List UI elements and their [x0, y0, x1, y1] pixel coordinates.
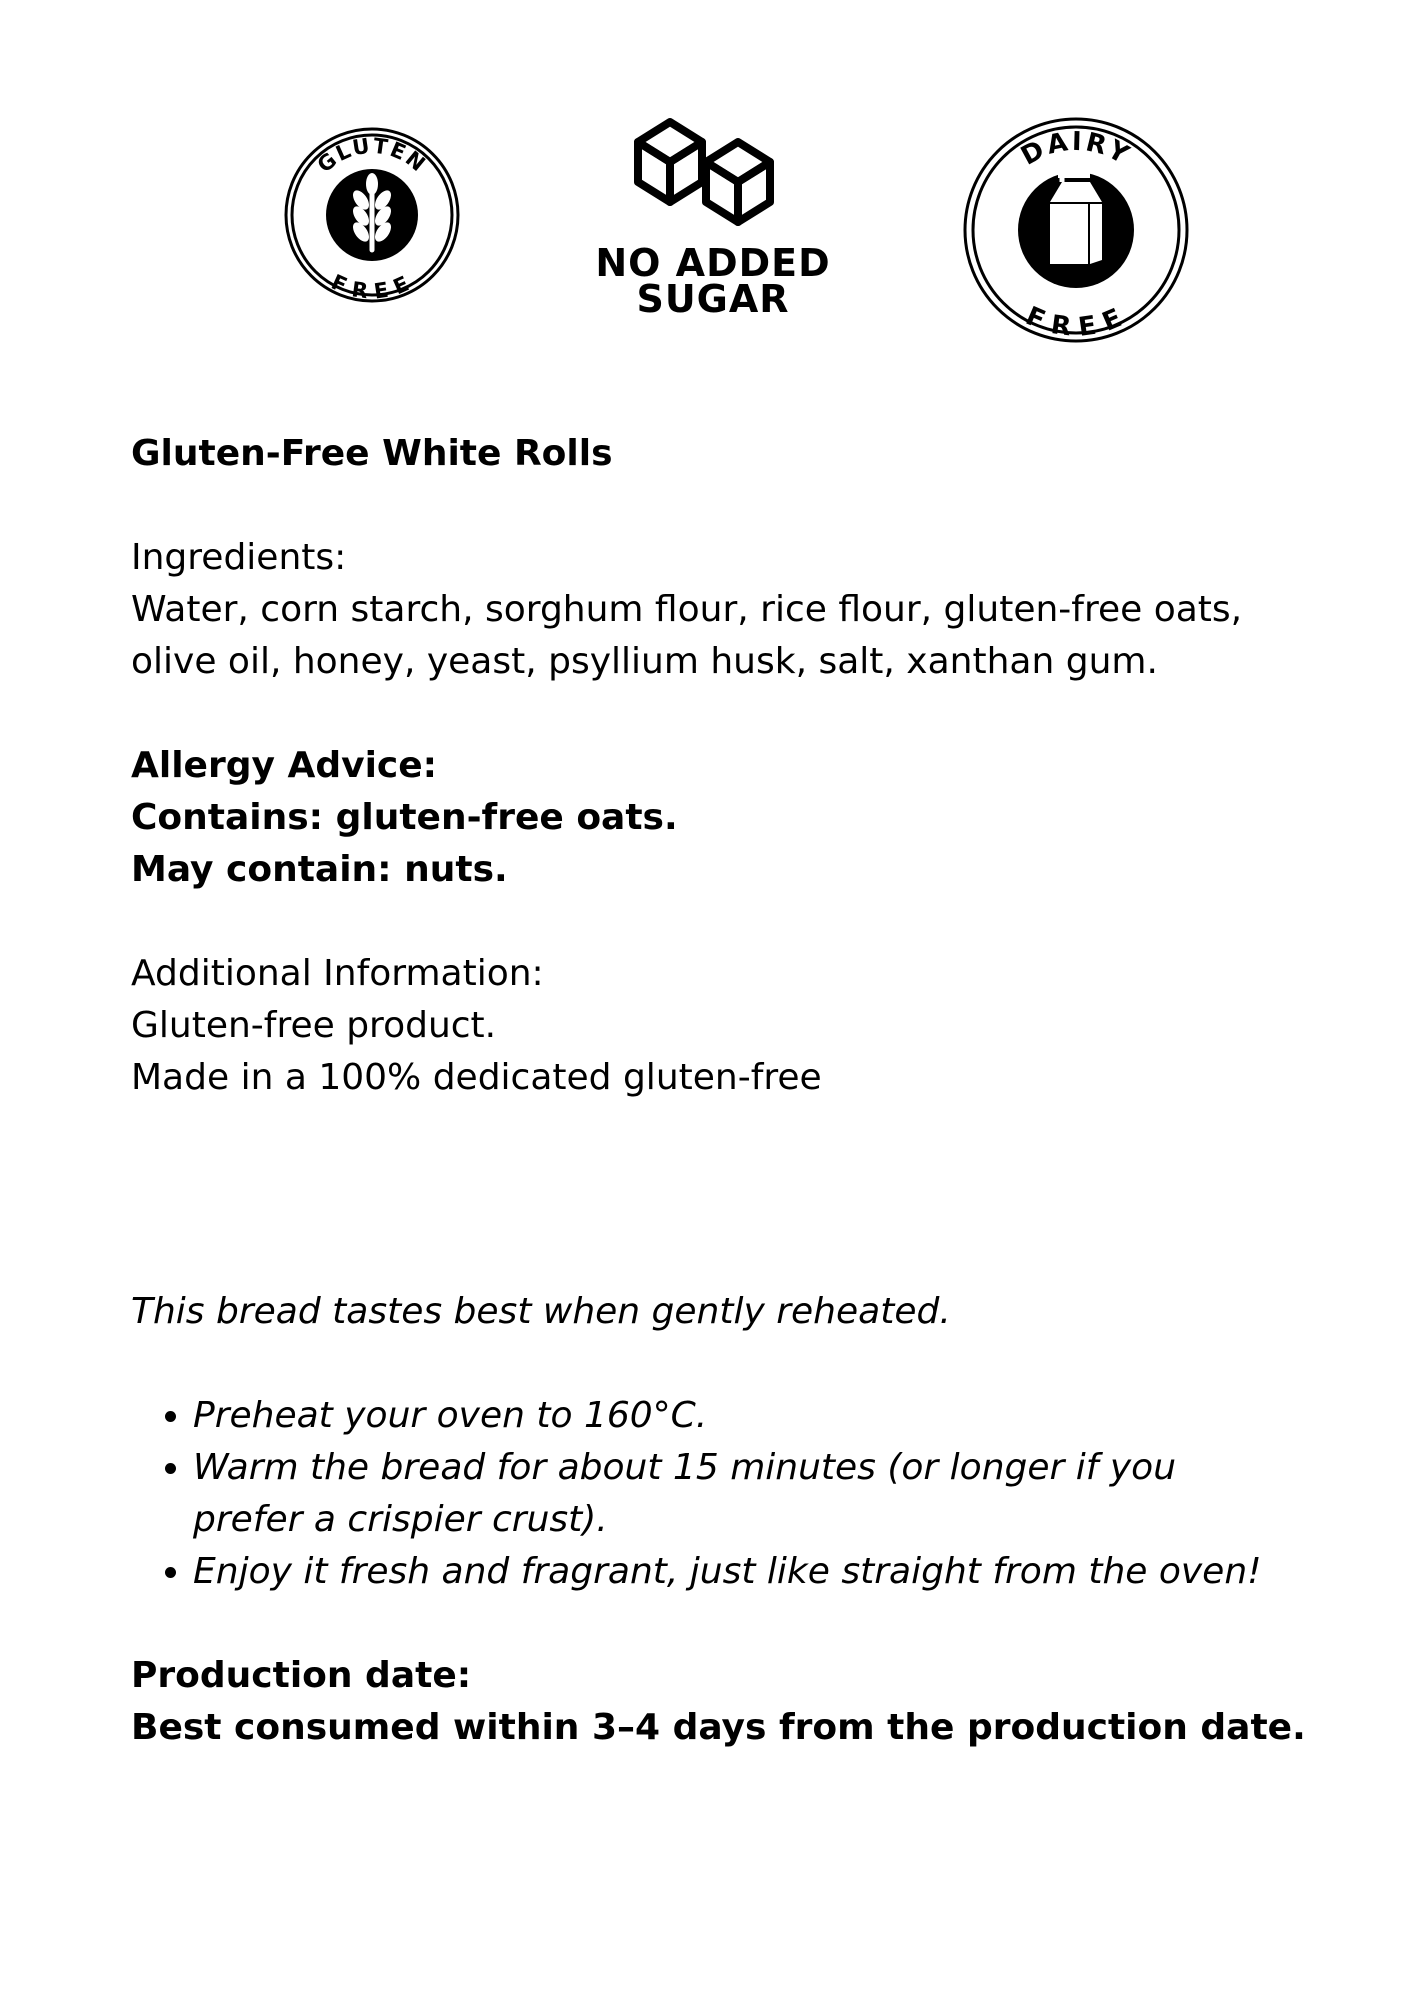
allergy-heading: Allergy Advice:: [131, 745, 438, 786]
production-note: Best consumed within 3–4 days from the production date.: [131, 1707, 1306, 1748]
additional-heading: Additional Information:: [131, 953, 544, 994]
allergy-may-contain: May contain: nuts.: [131, 849, 508, 890]
additional-line-2: Made in a 100% dedicated gluten-free: [131, 1057, 822, 1098]
sugar-badge-line1: NO ADDED: [595, 241, 831, 285]
ingredients-heading: Ingredients:: [131, 537, 347, 578]
list-item: • Preheat your oven to 160°C.: [193, 1390, 1311, 1442]
ingredients-line-1: Water, corn starch, sorghum flour, rice flour, gluten-free oats,: [131, 589, 1243, 630]
production-heading: Production date:: [131, 1655, 472, 1696]
dairy-badge-top-text: DAIRY: [1016, 126, 1137, 172]
additional-line-1: Gluten-free product.: [131, 1005, 497, 1046]
milk-carton-icon: [1018, 172, 1134, 288]
wheat-icon: [326, 169, 418, 261]
ingredients-line-2: olive oil, honey, yeast, psyllium husk, salt, xanthan gum.: [131, 641, 1158, 682]
sugar-cubes-icon: [588, 112, 838, 242]
dairy-free-badge: [962, 116, 1190, 344]
label-content: [131, 428, 1311, 1754]
list-item: • Enjoy it fresh and fragrant, just like straight from the oven!: [193, 1546, 1311, 1598]
list-item: • Warm the bread for about 15 minutes (or longer if you prefer a crispier crust).: [193, 1442, 1311, 1546]
badge-row: [0, 0, 1415, 360]
no-added-sugar-badge: [588, 112, 838, 322]
dairy-badge-bottom-text: FREE: [1021, 301, 1131, 344]
product-title: Gluten-Free White Rolls: [131, 433, 613, 474]
reheat-tips-list: [131, 1390, 1311, 1598]
gluten-free-badge: [283, 126, 461, 304]
allergy-contains: Contains: gluten-free oats.: [131, 797, 678, 838]
gluten-badge-bottom-text: FREE: [327, 269, 417, 304]
reheat-intro: This bread tastes best when gently reheated.: [131, 1291, 951, 1332]
sugar-badge-line2: SUGAR: [636, 277, 790, 321]
gluten-badge-top-text: GLUTEN: [312, 133, 432, 178]
